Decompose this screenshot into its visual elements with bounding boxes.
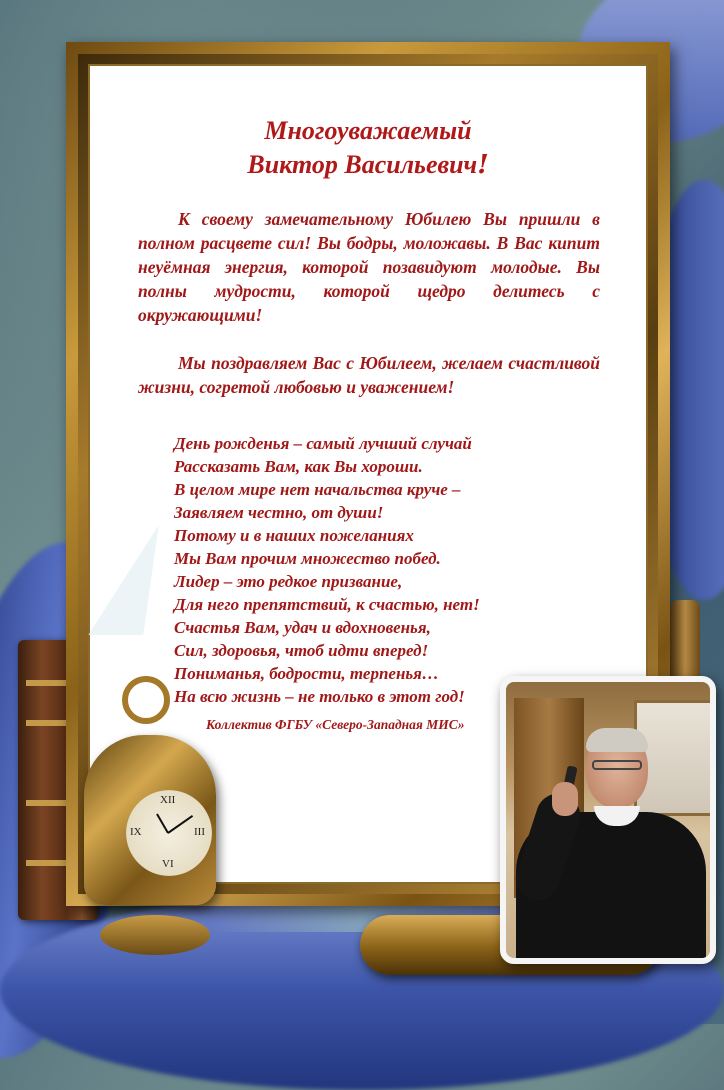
photo-person-glasses bbox=[592, 760, 642, 770]
greeting-title-line1: Многоуважаемый bbox=[264, 116, 472, 145]
clock-base bbox=[100, 915, 210, 955]
clock-numeral-6: VI bbox=[162, 858, 174, 870]
poem-line: Счастья Вам, удач и вдохновенья, bbox=[174, 618, 431, 637]
recipient-name: Виктор Васильевич bbox=[247, 150, 478, 179]
poem-line: Для него препятствий, к счастью, нет! bbox=[174, 595, 480, 614]
poem-line: В целом мире нет начальства круче – bbox=[174, 480, 461, 499]
clock-minute-hand bbox=[167, 815, 193, 834]
photo-person-hair bbox=[586, 728, 648, 752]
poem-line: Сил, здоровья, чтоб идти вперед! bbox=[174, 641, 429, 660]
clock-hour-hand bbox=[156, 813, 169, 833]
clock-numeral-12: XII bbox=[160, 794, 176, 806]
clock-numeral-9: IX bbox=[130, 826, 142, 838]
poem bbox=[174, 432, 480, 708]
poem-line: Рассказать Вам, как Вы хороши. bbox=[174, 457, 423, 476]
greeting-paragraph-2: Мы поздравляем Вас с Юбилеем, желаем счастливой жизни, согретой любовью и уважением! bbox=[138, 353, 600, 397]
clock-numeral-3: III bbox=[194, 826, 205, 838]
exclamation-mark: ! bbox=[477, 150, 489, 180]
greeting-title-line2 bbox=[90, 150, 646, 180]
greeting-paragraph-1: К своему замечательному Юбилею Вы пришли в полном расцвете сил! Вы бодры, моложавы. В Вас кипит неуёмная энергия, которой позавидуют молодые. Вы полны мудрости, которой щедро делитесь с окружающими! bbox=[138, 209, 600, 325]
poem-line: На всю жизнь – не только в этот год! bbox=[174, 687, 465, 706]
poem-line: Пониманья, бодрости, терпенья… bbox=[174, 664, 439, 683]
photo-person-hand bbox=[552, 782, 578, 816]
tassel-decoration bbox=[670, 600, 700, 680]
poem-line: День рожденья – самый лучший случай bbox=[174, 434, 472, 453]
poem-line: Мы Вам прочим множество побед. bbox=[174, 549, 441, 568]
poem-line: Лидер – это редкое призвание, bbox=[174, 572, 403, 591]
recipient-photo bbox=[500, 676, 716, 964]
poem-line: Заявляем честно, от души! bbox=[174, 503, 384, 522]
signature: Коллектив ФГБУ «Северо-Западная МИС» bbox=[206, 717, 465, 732]
clock-ring-icon bbox=[122, 676, 170, 724]
poem-line: Потому и в наших пожеланиях bbox=[174, 526, 414, 545]
clock-face-icon bbox=[126, 790, 212, 876]
